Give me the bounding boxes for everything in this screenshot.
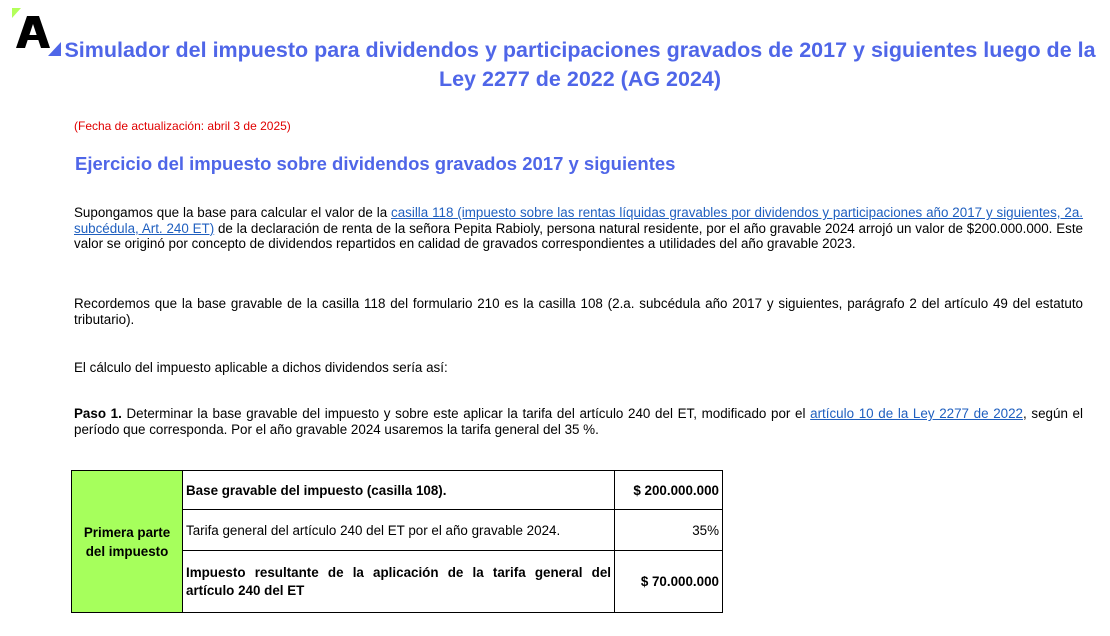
calculation-intro-paragraph: El cálculo del impuesto aplicable a dichos dividendos sería así: bbox=[74, 360, 448, 375]
page-title: Simulador del impuesto para dividendos y participaciones gravados de 2017 y siguientes luego de la Ley 2277 de 2022 (AG 2024) bbox=[64, 38, 1096, 91]
scenario-text-end: de la declaración de renta de la señora Pepita Rabioly, persona natural residente, por el año gravable 2024 arrojó un valor de $200.000.000. Este valor se originó por concepto de dividendos repartidos en calidad de gravados correspondientes a utilidades del año gravable 2023. bbox=[74, 220, 1083, 251]
scenario-text-start: Supongamos que la base para calcular el valor de la bbox=[74, 205, 392, 220]
actualicese-logo[interactable] bbox=[12, 8, 64, 60]
table-row bbox=[72, 471, 723, 510]
impuesto-resultante-label: Impuesto resultante de la aplicación de la tarifa general del artículo 240 del ET bbox=[183, 551, 615, 613]
section-title: Ejercicio del impuesto sobre dividendos gravados 2017 y siguientes bbox=[75, 153, 676, 174]
step-1-paragraph bbox=[74, 406, 1083, 437]
base-gravable-value: $ 200.000.000 bbox=[615, 471, 723, 510]
taxable-base-paragraph: Recordemos que la base gravable de la casilla 118 del formulario 210 es la casilla 108 (2.a. subcédula año 2017 y siguientes, parágrafo 2 del artículo 49 del estatuto tributario). bbox=[74, 296, 1083, 327]
part-label-cell: Primera parte del impuesto bbox=[72, 471, 183, 613]
step-1-label: Paso 1. bbox=[74, 406, 122, 421]
scenario-paragraph bbox=[74, 205, 1083, 252]
impuesto-resultante-value: $ 70.000.000 bbox=[615, 551, 723, 613]
tarifa-label: Tarifa general del artículo 240 del ET por el año gravable 2024. bbox=[183, 510, 615, 551]
tax-calculation-table bbox=[71, 470, 723, 613]
step-1-text-start: Determinar la base gravable del impuesto y sobre este aplicar la tarifa del artículo 240 del ET, modificado por el bbox=[121, 406, 811, 421]
tarifa-value: 35% bbox=[615, 510, 723, 551]
ley-2277-link[interactable]: artículo 10 de la Ley 2277 de 2022 bbox=[810, 406, 1024, 421]
step-1-text-end: , según el período que corresponda. Por el año gravable 2024 usaremos la tarifa general del 35 %. bbox=[74, 406, 1083, 437]
casilla-118-link[interactable]: casilla 118 (impuesto sobre las rentas líquidas gravables por dividendos y participaciones año 2017 y siguientes, 2a. subcédula, Art. 240 ET) bbox=[74, 205, 1084, 236]
base-gravable-label: Base gravable del impuesto (casilla 108). bbox=[183, 471, 615, 510]
update-date: (Fecha de actualización: abril 3 de 2025) bbox=[74, 119, 291, 133]
